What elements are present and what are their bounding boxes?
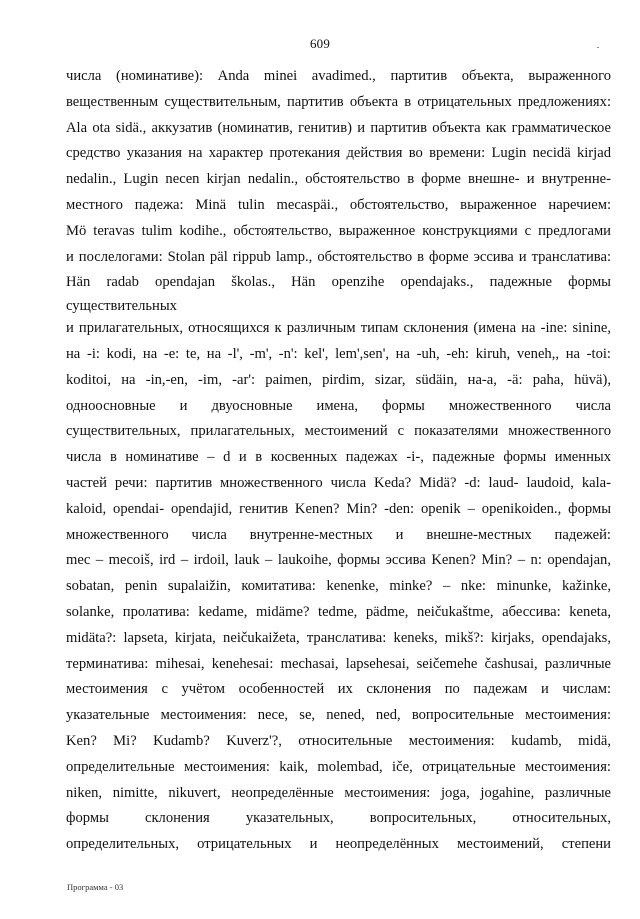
text-line: mec – mecoiš, ird – irdoil, lauk – laukoihe, формы эссива Kenen? Min? – n: opendajan,: [66, 552, 611, 569]
text-line: kaloid, opendai- opendajid, генитив Kenen? Min? -den: openik – openikoiden., формы: [66, 500, 611, 517]
text-line: местоимения с учётом особенностей их склонения по падежам и числам:: [66, 681, 611, 698]
text-line: определительных, отрицательных и неопределённых местоимений, степени: [66, 836, 611, 853]
text-line: и послелогами: Stolan päl rippub lamp., обстоятельство в форме эссива и транслатива:: [66, 248, 611, 265]
text-line: Ala ota sidä., аккузатив (номинатив, генитив) и партитив объекта как грамматическое: [66, 119, 611, 136]
text-line: существительных: [66, 298, 177, 315]
text-line: koditoi, на -in,-en, -im, -ar': paimen, pirdim, sizar, südäin, на-а, -ä: paha, hüvä),: [66, 371, 611, 388]
text-line: числа (номинативе): Anda minei avadimed., партитив объекта, выраженного: [66, 68, 611, 84]
text-line: nedalin., Lugin necen kirjan nedalin., обстоятельство в форме внешне- и внутренне-: [66, 171, 611, 188]
text-line: sobatan, penin supalaižin, комитатива: kenenke, minke? – nke: minunke, kažinke,: [66, 578, 611, 595]
text-line: niken, nimitte, nikuvert, неопределённые местоимения: joga, jogahine, различные: [66, 784, 611, 801]
text-line: вещественным существительным, партитив объекта в отрицательных предложениях:: [66, 93, 611, 110]
text-line: местного падежа: Minä tulin mecaspäi., обстоятельство, выраженное наречием:: [66, 196, 611, 213]
text-line: определительные местоимения: kaik, molembad, iče, отрицательные местоимения:: [66, 758, 611, 775]
body-text: [66, 64, 611, 858]
text-line: Mö teravas tulim kodihe., обстоятельство, выраженное конструкциями с предлогами: [66, 222, 611, 239]
text-line: Hän radab opendajan školas., Hän openzihe opendajaks., падежные формы: [66, 274, 611, 291]
text-line: solanke, пролатива: kedame, midäme? tedme, pädme, neičukaštme, абессива: keneta,: [66, 603, 611, 620]
page-number: 609: [309, 36, 331, 51]
text-line: числа в номинативе – d и в косвенных падежах -i-, падежные формы именных: [66, 449, 611, 466]
text-line: Ken? Mi? Kudamb? Kuverz'?, относительные местоимения: kudamb, midä,: [66, 732, 611, 749]
text-line: множественного числа внутренне-местных и внешне-местных падежей:: [66, 526, 611, 543]
page-footer: Программа - 03: [67, 882, 124, 892]
text-line: формы склонения указательных, вопросительных, относительных,: [66, 810, 611, 827]
text-line: существительных, прилагательных, местоимений с показателями множественного: [66, 423, 611, 440]
text-line: частей речи: партитив множественного числа Keda? Midä? -d: laud- laudoid, kala-: [66, 474, 611, 491]
text-line: одноосновные и двуосновные имена, формы множественного числа: [66, 397, 611, 414]
text-line: и прилагательных, относящихся к различным типам склонения (имена на -ine: sinine,: [66, 320, 611, 337]
scan-speck: [597, 47, 599, 48]
text-line: терминатива: mihesai, kenehesai: mechasai, lapsehesai, seičemehe čashusai, различные: [66, 655, 611, 672]
text-line: указательные местоимения: nece, se, nened, ned, вопросительные местоимения:: [66, 707, 611, 724]
text-line: на -i: kodi, на -e: te, на -l', -m', -n': kel', lem',sen', на -uh, -eh: kiruh, veneh,, на -toi:: [66, 345, 611, 362]
text-line: midäta?: lapseta, kirjata, neičukaižeta, транслатива: keneks, mikš?: kirjaks, opendajaks,: [66, 629, 611, 646]
text-line: средство указания на характер протекания действия во времени: Lugin necidä kirjad: [66, 145, 611, 162]
